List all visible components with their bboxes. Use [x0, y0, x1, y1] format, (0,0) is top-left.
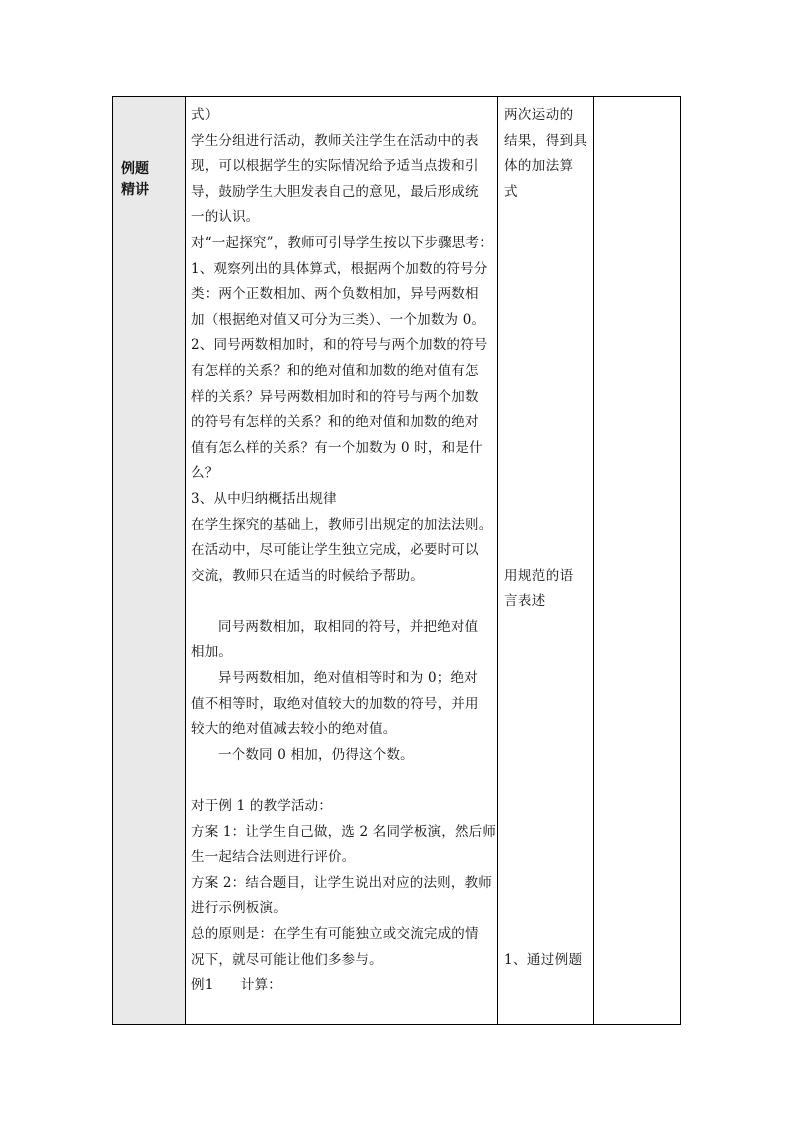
process-text-line: 1、观察列出的具体算式，根据两个加数的符号分	[191, 260, 488, 277]
lesson-plan-table	[112, 96, 681, 1025]
process-text-line: 有怎样的关系？和的绝对值和加数的绝对值有怎	[191, 362, 479, 379]
process-text-line: 导，鼓励学生大胆发表自己的意见，最后形成统	[191, 183, 479, 200]
process-text-line: 类：两个正数相加、两个负数相加，异号两数相	[191, 286, 479, 303]
process-text-line: 现，可以根据学生的实际情况给予适当点拨和引	[191, 158, 479, 175]
process-text-line: 一的认识。	[191, 209, 260, 226]
process-text-line: 值不相等时，取绝对值较大的加数的符号，并用	[191, 695, 479, 712]
teaching-process-cell	[185, 97, 497, 1024]
process-text-line: 一个数同 0 相加，仍得这个数。	[218, 746, 414, 763]
process-text-line: 的符号有怎样的关系？和的绝对值和加数的绝对	[191, 414, 479, 431]
process-text-line: 3、从中归纳概括出规律	[191, 490, 337, 507]
process-text-line: 况下，就尽可能让他们多参与。	[191, 951, 383, 968]
design-intent-line: 式	[504, 183, 518, 200]
process-text-line: 异号两数相加，绝对值相等时和为 0；绝对	[218, 670, 478, 687]
design-intent-line: 体的加法算	[504, 158, 574, 175]
process-text-line: 方案 2：结合题目，让学生说出对应的法则，教师	[191, 874, 492, 891]
process-text-line: 例1 计算：	[191, 977, 282, 994]
process-text-line: 式）	[191, 107, 219, 123]
design-intent-block	[504, 948, 583, 974]
section-label-cell	[113, 97, 185, 1024]
process-text-line: 学生分组进行活动，教师关注学生在活动中的表	[191, 132, 479, 149]
process-text-line: 值有怎么样的关系？有一个加数为 0 时，和是什	[191, 439, 483, 456]
design-intent-cell	[497, 97, 593, 1024]
process-text-line: 较大的绝对值减去较小的绝对值。	[191, 721, 397, 738]
process-text-line: 进行示例板演。	[191, 900, 287, 917]
process-text-line: 么？	[191, 465, 219, 482]
process-text-line: 总的原则是：在学生有可能独立或交流完成的情	[191, 926, 479, 942]
process-text-line	[191, 768, 493, 794]
process-text-line	[191, 589, 493, 615]
notes-cell	[593, 97, 682, 1024]
section-label-line: 精讲	[121, 182, 149, 198]
process-text-line: 在学生探究的基础上，教师引出规定的加法法则。	[191, 516, 493, 533]
design-intent-block	[504, 564, 574, 615]
design-intent-line: 两次运动的	[504, 107, 574, 123]
design-intent-line: 言表述	[504, 593, 546, 610]
design-intent-line: 结果，得到具	[504, 132, 588, 149]
process-text-line: 对于例 1 的教学活动：	[191, 798, 333, 815]
process-text-line: 在活动中，尽可能让学生独立完成，必要时可以	[191, 542, 479, 559]
process-text-line: 生一起结合法则进行评价。	[191, 849, 356, 866]
process-text-line: 同号两数相加，取相同的符号，并把绝对值	[218, 618, 479, 635]
process-text-line: 加（根据绝对值又可分为三类）、一个加数为 0。	[191, 311, 486, 328]
design-intent-line: 1、通过例题	[504, 951, 583, 968]
process-text-line: 样的关系？异号两数相加时和的符号与两个加数	[191, 388, 479, 405]
design-intent-block	[504, 103, 587, 205]
process-text-line: 对“一起探究”，教师可引导学生按以下步骤思考：	[191, 234, 493, 251]
process-text-line: 交流，教师只在适当的时候给予帮助。	[191, 567, 424, 584]
process-text-line: 方案 1：让学生自己做，选 2 名同学板演，然后师	[191, 823, 497, 840]
process-text-line: 相加。	[191, 644, 233, 661]
section-label	[121, 159, 149, 201]
section-label-line: 例题	[121, 161, 149, 177]
design-intent-line: 用规范的语	[504, 567, 574, 584]
process-text-line: 2、同号两数相加时，和的符号与两个加数的符号	[191, 337, 488, 354]
